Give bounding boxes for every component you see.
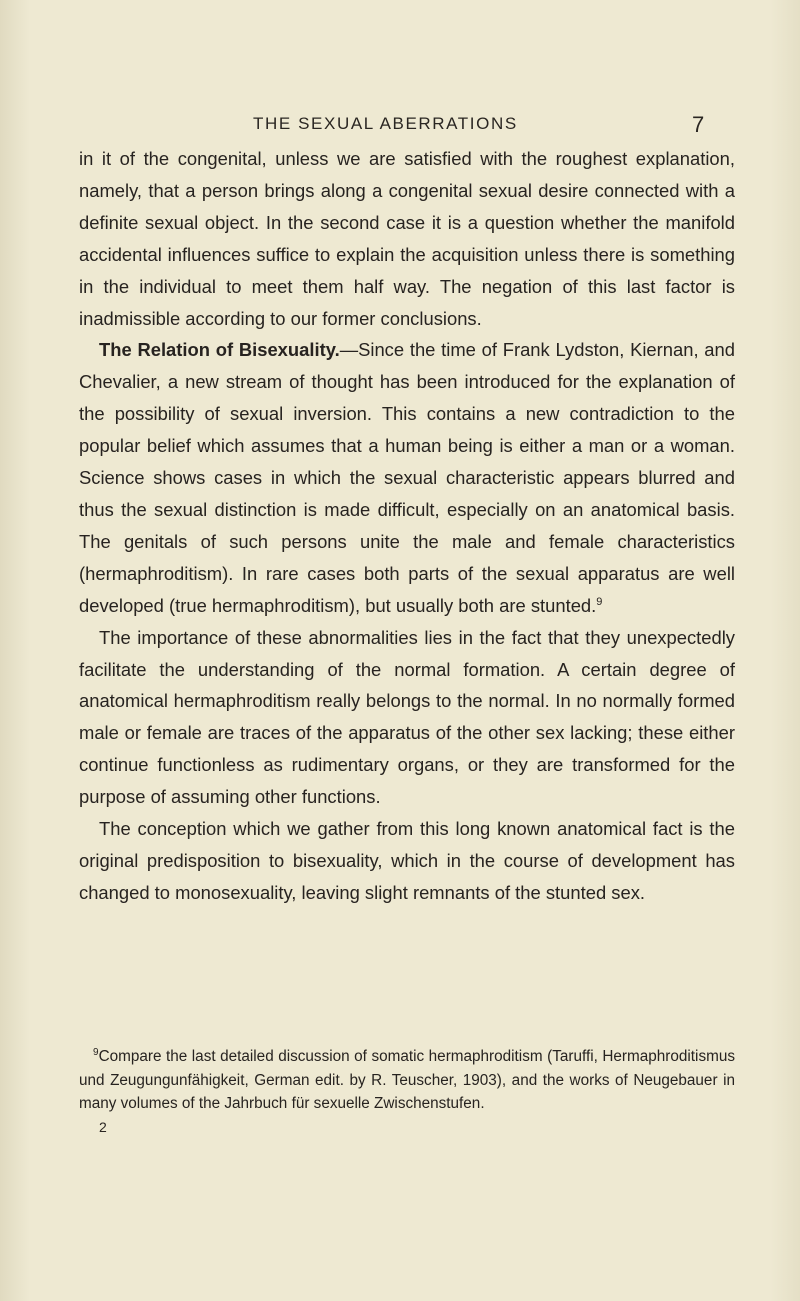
body-text bbox=[79, 143, 735, 909]
footnote-text: Compare the last detailed discussion of somatic hermaphroditism (Taruffi, Hermaphroditismus und Zeugungunfähigkeit, German edit. by R. Teuscher, 1903), and the works of Neugebauer in many volumes of the Jahrbuch für sexuelle Zwischenstufen. bbox=[79, 1048, 735, 1112]
page-header bbox=[0, 114, 800, 142]
paragraph-4: The conception which we gather from this long known anatomical fact is the original predisposition to bisexuality, which in the course of development has changed to monosexuality, leaving slight remnants of the stunted sex. bbox=[79, 818, 735, 903]
paragraph-2-text: —Since the time of Frank Lydston, Kiernan, and Chevalier, a new stream of thought has been introduced for the explanation of the possibility of sexual inversion. This contains a new contradiction to the popular belief which assumes that a human being is either a man or a woman. Science shows cases in which the sexual characteristic appears blurred and thus the sexual distinction is made difficult, especially on an anatomical basis. The genitals of such persons unite the male and female characteristics (hermaphroditism). In rare cases both parts of the sexual apparatus are well developed (true hermaphroditism), but usually both are stunted. bbox=[79, 339, 735, 616]
footnote-reference: 9 bbox=[596, 595, 603, 608]
footnotes bbox=[79, 1045, 735, 1116]
paragraph-1: in it of the congenital, unless we are satisfied with the roughest explanation, namely, that a person brings along a congenital sexual desire connected with a definite sexual object. In the second case it is a question whether the manifold accidental influences suffice to explain the acquisition unless there is something in the individual to meet them half way. The negation of this last factor is inadmissible according to our former conclusions. bbox=[79, 148, 735, 329]
page-number: 7 bbox=[692, 112, 705, 137]
signature-mark: 2 bbox=[99, 1119, 107, 1135]
footnote-9 bbox=[79, 1045, 735, 1116]
footnote-mark: 9 bbox=[93, 1046, 99, 1058]
running-head: THE SEXUAL ABERRATIONS bbox=[253, 114, 518, 133]
paragraph-2 bbox=[79, 334, 735, 621]
section-heading: The Relation of Bisexuality. bbox=[99, 339, 340, 361]
paragraph-3: The importance of these abnormalities lies in the fact that they unexpectedly facilitate the understanding of the normal formation. A certain degree of anatomical hermaphroditism really belongs to the normal. In no normally formed male or female are traces of the apparatus of the other sex lacking; these either continue functionless as rudimentary organs, or they are transformed for the purpose of assuming other functions. bbox=[79, 626, 735, 808]
